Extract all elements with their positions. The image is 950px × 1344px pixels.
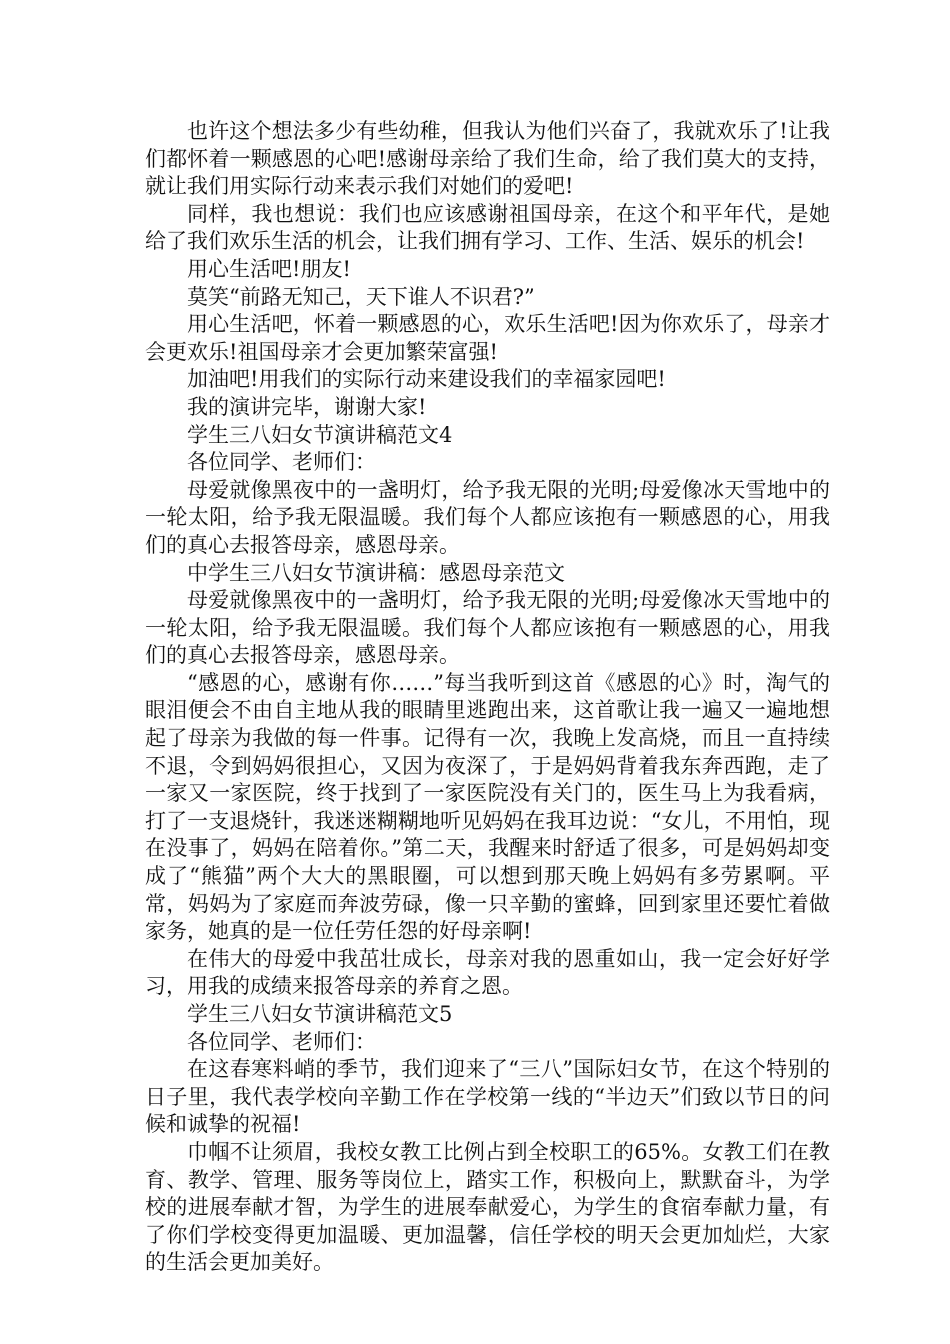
paragraph: 同样，我也想说：我们也应该感谢祖国母亲，在这个和平年代，是她给了我们欢乐生活的机会，让我们拥有学习、工作、生活、娱乐的机会!	[145, 201, 830, 254]
paragraph: 母爱就像黑夜中的一盏明灯，给予我无限的光明;母爱像冰天雪地中的一轮太阳，给予我无限温暖。我们每个人都应该抱有一颗感恩的心，用我们的真心去报答母亲，感恩母亲。	[145, 477, 830, 557]
paragraph: 母爱就像黑夜中的一盏明灯，给予我无限的光明;母爱像冰天雪地中的一轮太阳，给予我无限温暖。我们每个人都应该抱有一颗感恩的心，用我们的真心去报答母亲，感恩母亲。	[145, 588, 830, 668]
section-heading: 学生三八妇女节演讲稿范文4	[187, 422, 453, 447]
paragraph: 莫笑“前路无知己，天下谁人不识君?”	[187, 284, 535, 309]
section-heading: 学生三八妇女节演讲稿范文5	[187, 1002, 453, 1026]
paragraph: 加油吧!用我们的实际行动来建设我们的幸福家园吧!	[187, 367, 666, 392]
paragraph: 用心生活吧!朋友!	[187, 256, 351, 281]
paragraph: “感恩的心，感谢有你‥‥‥”每当我听到这首《感恩的心》时，淘气的眼泪便会不由自主地从我的眼睛里逃跑出来，这首歌让我一遍又一遍地想起了母亲为我做的每一件事。记得有一次，我晚上发高烧，而且一直持续不退，令到妈妈很担心，又因为夜深了，于是妈妈背着我东奔西跑，走了一家又一家医院，终于找到了一家医院没有关门的，医生马上为我看病，打了一支退烧针，我迷迷糊糊地听见妈妈在我耳边说：“女儿，不用怕，现在没事了，妈妈在陪着你。”第二天，我醒来时舒适了很多，可是妈妈却变成了“熊猫”两个大大的黑眼圈，可以想到那天晚上妈妈有多劳累啊。平常，妈妈为了家庭而奔波劳碌，像一只辛勤的蜜蜂，回到家里还要忙着做家务，她真的是一位任劳任怨的好母亲啊!	[145, 670, 830, 944]
salutation: 各位同学、老师们：	[187, 450, 376, 475]
section-heading: 中学生三八妇女节演讲稿：感恩母亲范文	[187, 560, 565, 585]
document-page	[145, 118, 830, 1277]
salutation: 各位同学、老师们：	[187, 1029, 376, 1054]
paragraph: 在这春寒料峭的季节，我们迎来了“三八”国际妇女节，在这个特别的日子里，我代表学校向辛勤工作在学校第一线的“半边天”们致以节日的问候和诚挚的祝福!	[145, 1057, 830, 1137]
paragraph: 巾帼不让须眉，我校女教工比例占到全校职工的65%。女教工们在教育、教学、管理、服务等岗位上，踏实工作，积极向上，默默奋斗，为学校的进展奉献才智，为学生的进展奉献爱心，为学生的食宿奉献力量，有了你们学校变得更加温暖、更加温馨，信任学校的明天会更加灿烂，大家的生活会更加美好。	[145, 1139, 830, 1275]
paragraph: 在伟大的母爱中我茁壮成长，母亲对我的恩重如山，我一定会好好学习，用我的成绩来报答母亲的养育之恩。	[145, 946, 830, 999]
paragraph: 用心生活吧，怀着一颗感恩的心，欢乐生活吧!因为你欢乐了，母亲才会更欢乐!祖国母亲才会更加繁荣富强!	[145, 312, 830, 364]
paragraph: 我的演讲完毕，谢谢大家!	[187, 394, 427, 419]
paragraph: 也许这个想法多少有些幼稚，但我认为他们兴奋了，我就欢乐了!让我们都怀着一颗感恩的心吧!感谢母亲给了我们生命，给了我们莫大的支持，就让我们用实际行动来表示我们对她们的爱吧!	[145, 119, 830, 199]
